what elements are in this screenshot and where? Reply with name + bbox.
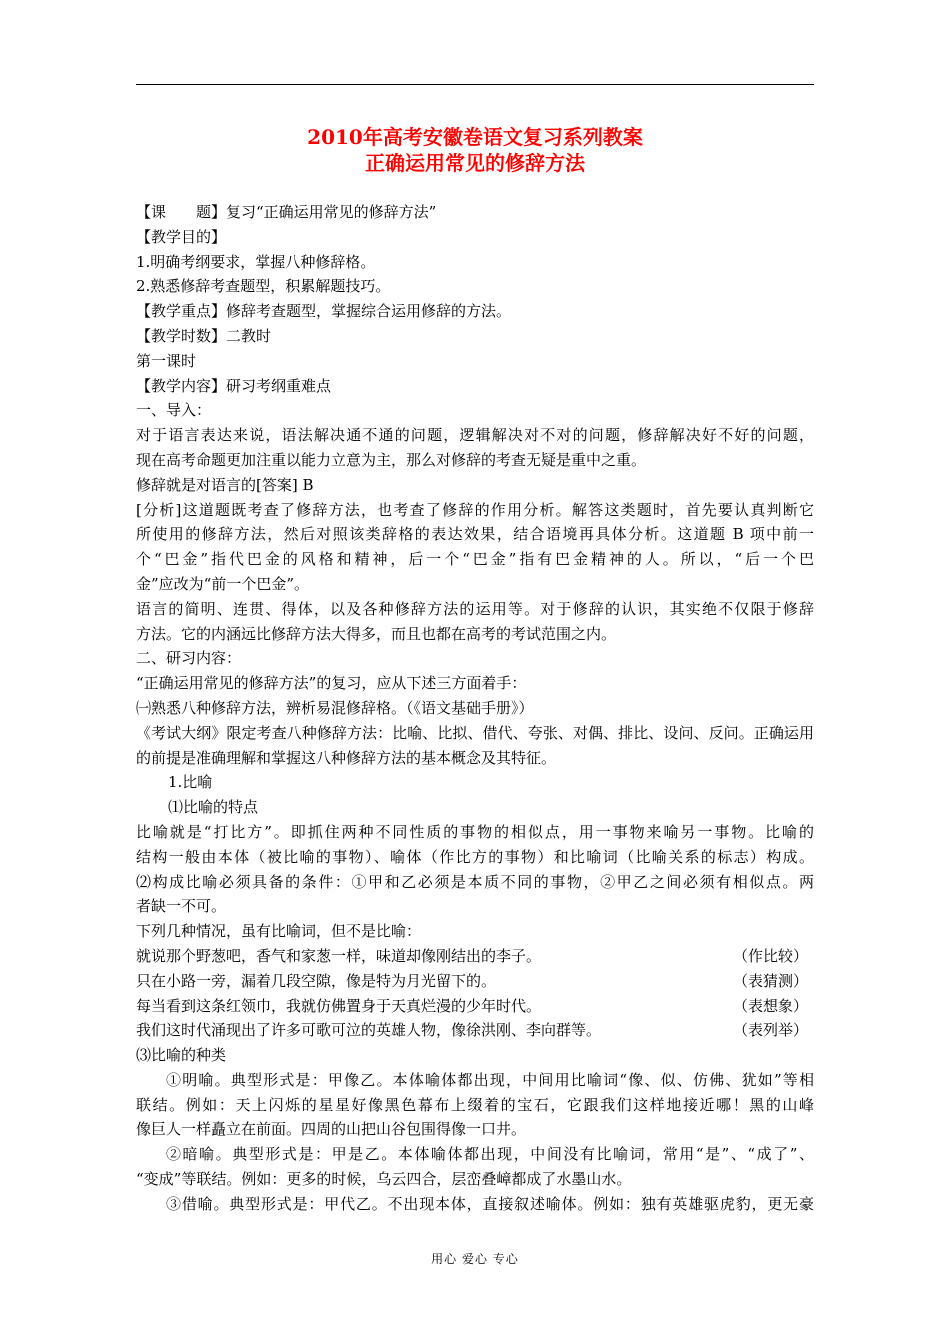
paragraph-line: 结构一般由本体（被比喻的事物）、喻体（作比方的事物）和比喻词（比喻关系的标志）构成。 xyxy=(136,847,814,866)
paragraph-line: ②暗喻。典型形式是：甲是乙。本体喻体都出现，中间没有比喻词，常用“是”、“成了”、 xyxy=(166,1145,814,1164)
example-text: 只在小路一旁，漏着几段空隙，像是特为月光留下的。 xyxy=(136,971,497,990)
paragraph-line: 现在高考命题更加注重以能力立意为主，那么对修辞的考查无疑是重中之重。 xyxy=(136,450,647,469)
paragraph-line: ③借喻。典型形式是：甲代乙。不出现本体，直接叙述喻体。例如：独有英雄驱虎豹，更无豪 xyxy=(166,1194,814,1213)
objectives-heading: 【教学目的】 xyxy=(136,227,227,246)
paragraph-line: 《考试大纲》限定考查八种修辞方法：比喻、比拟、借代、夸张、对偶、排比、设问、反问。正确运用 xyxy=(136,723,814,742)
subsection-heading: ㈠熟悉八种修辞方法，辨析易混修辞格。（《语文基础手册》） xyxy=(136,698,534,717)
topic-line: 【课 题】复习“正确运用常见的修辞方法” xyxy=(136,203,437,221)
focus-line: 【教学重点】修辞考查题型，掌握综合运用修辞的方法。 xyxy=(136,302,512,321)
objective-2: 2.熟悉修辞考查题型，积累解题技巧。 xyxy=(136,277,391,296)
paragraph-line: 像巨人一样矗立在前面。四周的山把山谷包围得像一口井。 xyxy=(136,1120,527,1139)
example-text: 每当看到这条红领巾，我就仿佛置身于天真烂漫的少年时代。 xyxy=(136,996,542,1015)
example-tag: （作比较） xyxy=(732,946,808,965)
example-tag: （表猜测） xyxy=(732,971,808,990)
example-row xyxy=(136,1018,814,1043)
paragraph-line: 所使用的修辞方法，然后对照该类辞格的表达效果，结合语境再具体分析。这道题 B 项中前一 xyxy=(136,525,814,544)
paragraph-line: “正确运用常见的修辞方法”的复习，应从下述三方面着手： xyxy=(136,674,527,693)
item-subheading: ⑴比喻的特点 xyxy=(168,798,259,817)
example-row xyxy=(136,944,814,969)
example-row xyxy=(136,994,814,1019)
paragraph-line: 下列几种情况，虽有比喻词，但不是比喻： xyxy=(136,922,422,941)
document-body xyxy=(136,200,814,1217)
paragraph-line: 的前提是准确理解和掌握这八种修辞方法的基本概念及其特征。 xyxy=(136,748,557,767)
example-tag: （表想象） xyxy=(732,996,808,1015)
paragraph-line: 联结。例如：天上闪烁的星星好像黑色幕布上缀着的宝石，它跟我们这样地接近哪！黑的山峰 xyxy=(136,1095,814,1114)
title-line-2: 正确运用常见的修辞方法 xyxy=(365,151,585,175)
example-text: 就说那个野葱吧，香气和家葱一样，味道却像刚结出的李子。 xyxy=(136,946,542,965)
paragraph-line: ①明喻。典型形式是：甲像乙。本体喻体都出现，中间用比喻词“像、似、仿佛、犹如”等相 xyxy=(166,1070,814,1089)
item-subheading: ⑶比喻的种类 xyxy=(136,1046,227,1065)
paragraph-line: 者缺一不可。 xyxy=(136,897,227,916)
paragraph-line: 对于语言表达来说，语法解决通不通的问题，逻辑解决对不对的问题，修辞解决好不好的问题， xyxy=(136,426,814,445)
title-line-1: 2010年高考安徽卷语文复习系列教案 xyxy=(307,125,643,149)
hours-line: 【教学时数】二教时 xyxy=(136,326,272,345)
paragraph-line: 方法。它的内涵远比修辞方法大得多，而且也都在高考的考试范围之内。 xyxy=(136,624,617,643)
document-title xyxy=(136,124,814,176)
paragraph-line: 金”应改为“前一个巴金”。 xyxy=(136,574,310,593)
objective-1: 1.明确考纲要求，掌握八种修辞格。 xyxy=(136,252,376,271)
header-rule xyxy=(136,84,814,85)
section-2-heading: 二、研习内容： xyxy=(136,649,242,668)
page-footer: 用心 爱心 专心 xyxy=(431,1252,519,1266)
example-text: 我们这时代涌现出了许多可歌可泣的英雄人物，像徐洪刚、李向群等。 xyxy=(136,1021,602,1040)
section-1-heading: 一、导入： xyxy=(136,401,212,420)
item-heading: 1.比喻 xyxy=(168,773,213,792)
lesson-heading: 第一课时 xyxy=(136,351,197,370)
paragraph-line: 个“巴金”指代巴金的风格和精神，后一个“巴金”指有巴金精神的人。所以，“后一个巴 xyxy=(136,550,814,569)
paragraph-line: 语言的简明、连贯、得体，以及各种修辞方法的运用等。对于修辞的认识，其实绝不仅限于修辞 xyxy=(136,599,814,618)
paragraph-line: [分析]这道题既考查了修辞方法，也考查了修辞的作用分析。解答这类题时，首先要认真判断它 xyxy=(136,500,814,519)
example-row xyxy=(136,969,814,994)
example-tag: （表列举） xyxy=(732,1021,808,1040)
paragraph-line: ⑵构成比喻必须具备的条件：①甲和乙必须是本质不同的事物，②甲乙之间必须有相似点。两 xyxy=(136,872,814,891)
paragraph-line: “变成”等联结。例如：更多的时候，乌云四合，层峦叠嶂都成了水墨山水。 xyxy=(136,1170,632,1189)
paragraph-line: 比喻就是“打比方”。即抓住两种不同性质的事物的相似点，用一事物来喻另一事物。比喻的 xyxy=(136,822,814,841)
content-line: 【教学内容】研习考纲重难点 xyxy=(136,376,332,395)
paragraph-line: 修辞就是对语言的[答案] B xyxy=(136,475,314,494)
